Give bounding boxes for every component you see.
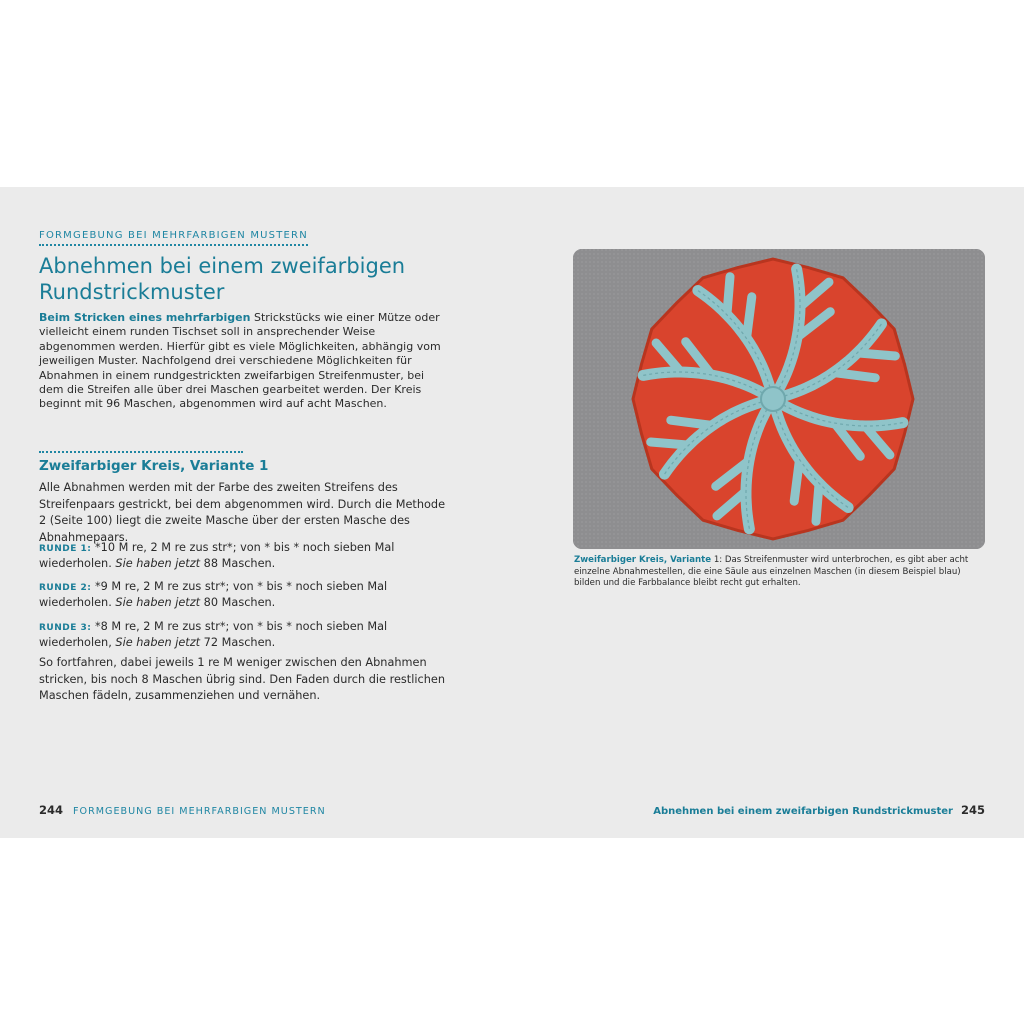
- chapter-kicker: FORMGEBUNG BEI MEHRFARBIGEN MUSTERN: [39, 230, 308, 246]
- round-result: 80 Maschen.: [200, 595, 276, 609]
- section-paragraph: Alle Abnahmen werden mit der Farbe des zweiten Streifens des Streifenpaars gestrickt, bei dem abgenommen wird. Durch die Methode 2 (Seite 100) liegt die zweite Masche über der ersten Masche des Abnahmepaars.: [39, 481, 446, 544]
- footer-right: [653, 803, 985, 817]
- round-label: RUNDE 1:: [39, 544, 92, 554]
- round-instruction: *10 M re, 2 M re zus str*; von * bis * noch sieben Mal wiederholen.: [39, 541, 395, 570]
- round-2: [39, 580, 451, 610]
- blue-branch: [747, 297, 752, 339]
- round-1: [39, 541, 451, 571]
- footer-title: Abnehmen bei einem zweifarbigen Rundstrickmuster: [653, 806, 953, 817]
- page-number: 244: [39, 803, 64, 817]
- page-number: 245: [960, 803, 985, 817]
- section-divider: [39, 451, 243, 453]
- round-instruction: *8 M re, 2 M re zus str*; von * bis * noch sieben Mal wiederholen,: [39, 620, 388, 649]
- footer-left: [39, 803, 326, 817]
- closing-paragraph: So fortfahren, dabei jeweils 1 re M weniger zwischen den Abnahmen stricken, bis noch 8 Maschen übrig sind. Den Faden durch die restlichen Maschen fädeln, zusammenziehen und vernähen.: [39, 656, 445, 702]
- round-italic: Sie haben jetzt: [115, 556, 201, 570]
- page-title: Abnehmen bei einem zweifarbigen Rundstrickmuster: [39, 254, 406, 304]
- round-italic: Sie haben jetzt: [115, 635, 201, 649]
- intro-text: Strickstücks wie einer Mütze oder vielleicht einem runden Tischset soll in ansprechender Weise abgenommen werden. Hierfür gibt es viele Möglichkeiten, abhängig vom jeweiligen Muster. Nachfolgend drei verschiedene Möglichkeiten für Abnahmen in einem rundgestrickten zweifarbigen Streifenmuster, bei dem die Streifen alle über drei Maschen gearbeitet werden. Der Kreis beginnt mit 96 Maschen, abgenommen wird auf acht Maschen.: [39, 311, 441, 411]
- round-instruction: *9 M re, 2 M re zus str*; von * bis * noch sieben Mal wiederholen.: [39, 580, 388, 609]
- blue-branch: [816, 483, 819, 521]
- blue-branch: [794, 460, 799, 502]
- knitted-circle-photo: [573, 249, 985, 549]
- round-result: 88 Maschen.: [200, 556, 276, 570]
- blue-branch: [651, 442, 689, 445]
- center-knot: [761, 387, 785, 411]
- caption-text: 1: Das Streifenmuster wird unterbrochen, es gibt aber acht einzelne Abnahmestellen, die eine Säule aus einzelnen Maschen (in diesem Beispiel blau) bilden und die Farbbalance bleibt recht gut erhalten.: [574, 555, 969, 589]
- round-result: 72 Maschen.: [200, 635, 276, 649]
- round-label: RUNDE 2:: [39, 583, 92, 593]
- round-3: [39, 620, 451, 650]
- footer-section: FORMGEBUNG BEI MEHRFARBIGEN MUSTERN: [73, 806, 326, 817]
- blue-branch: [671, 420, 713, 425]
- round-label: RUNDE 3:: [39, 623, 92, 633]
- photo-caption: [574, 555, 986, 590]
- blue-branch: [834, 373, 876, 378]
- blue-branch: [857, 353, 895, 356]
- section-heading: Zweifarbiger Kreis, Variante 1: [39, 458, 269, 474]
- intro-paragraph: [39, 311, 451, 412]
- blue-branch: [727, 277, 730, 315]
- round-italic: Sie haben jetzt: [115, 595, 201, 609]
- intro-lead: Beim Stricken eines mehrfarbigen: [39, 311, 251, 324]
- caption-lead: Zweifarbiger Kreis, Variante: [574, 555, 712, 565]
